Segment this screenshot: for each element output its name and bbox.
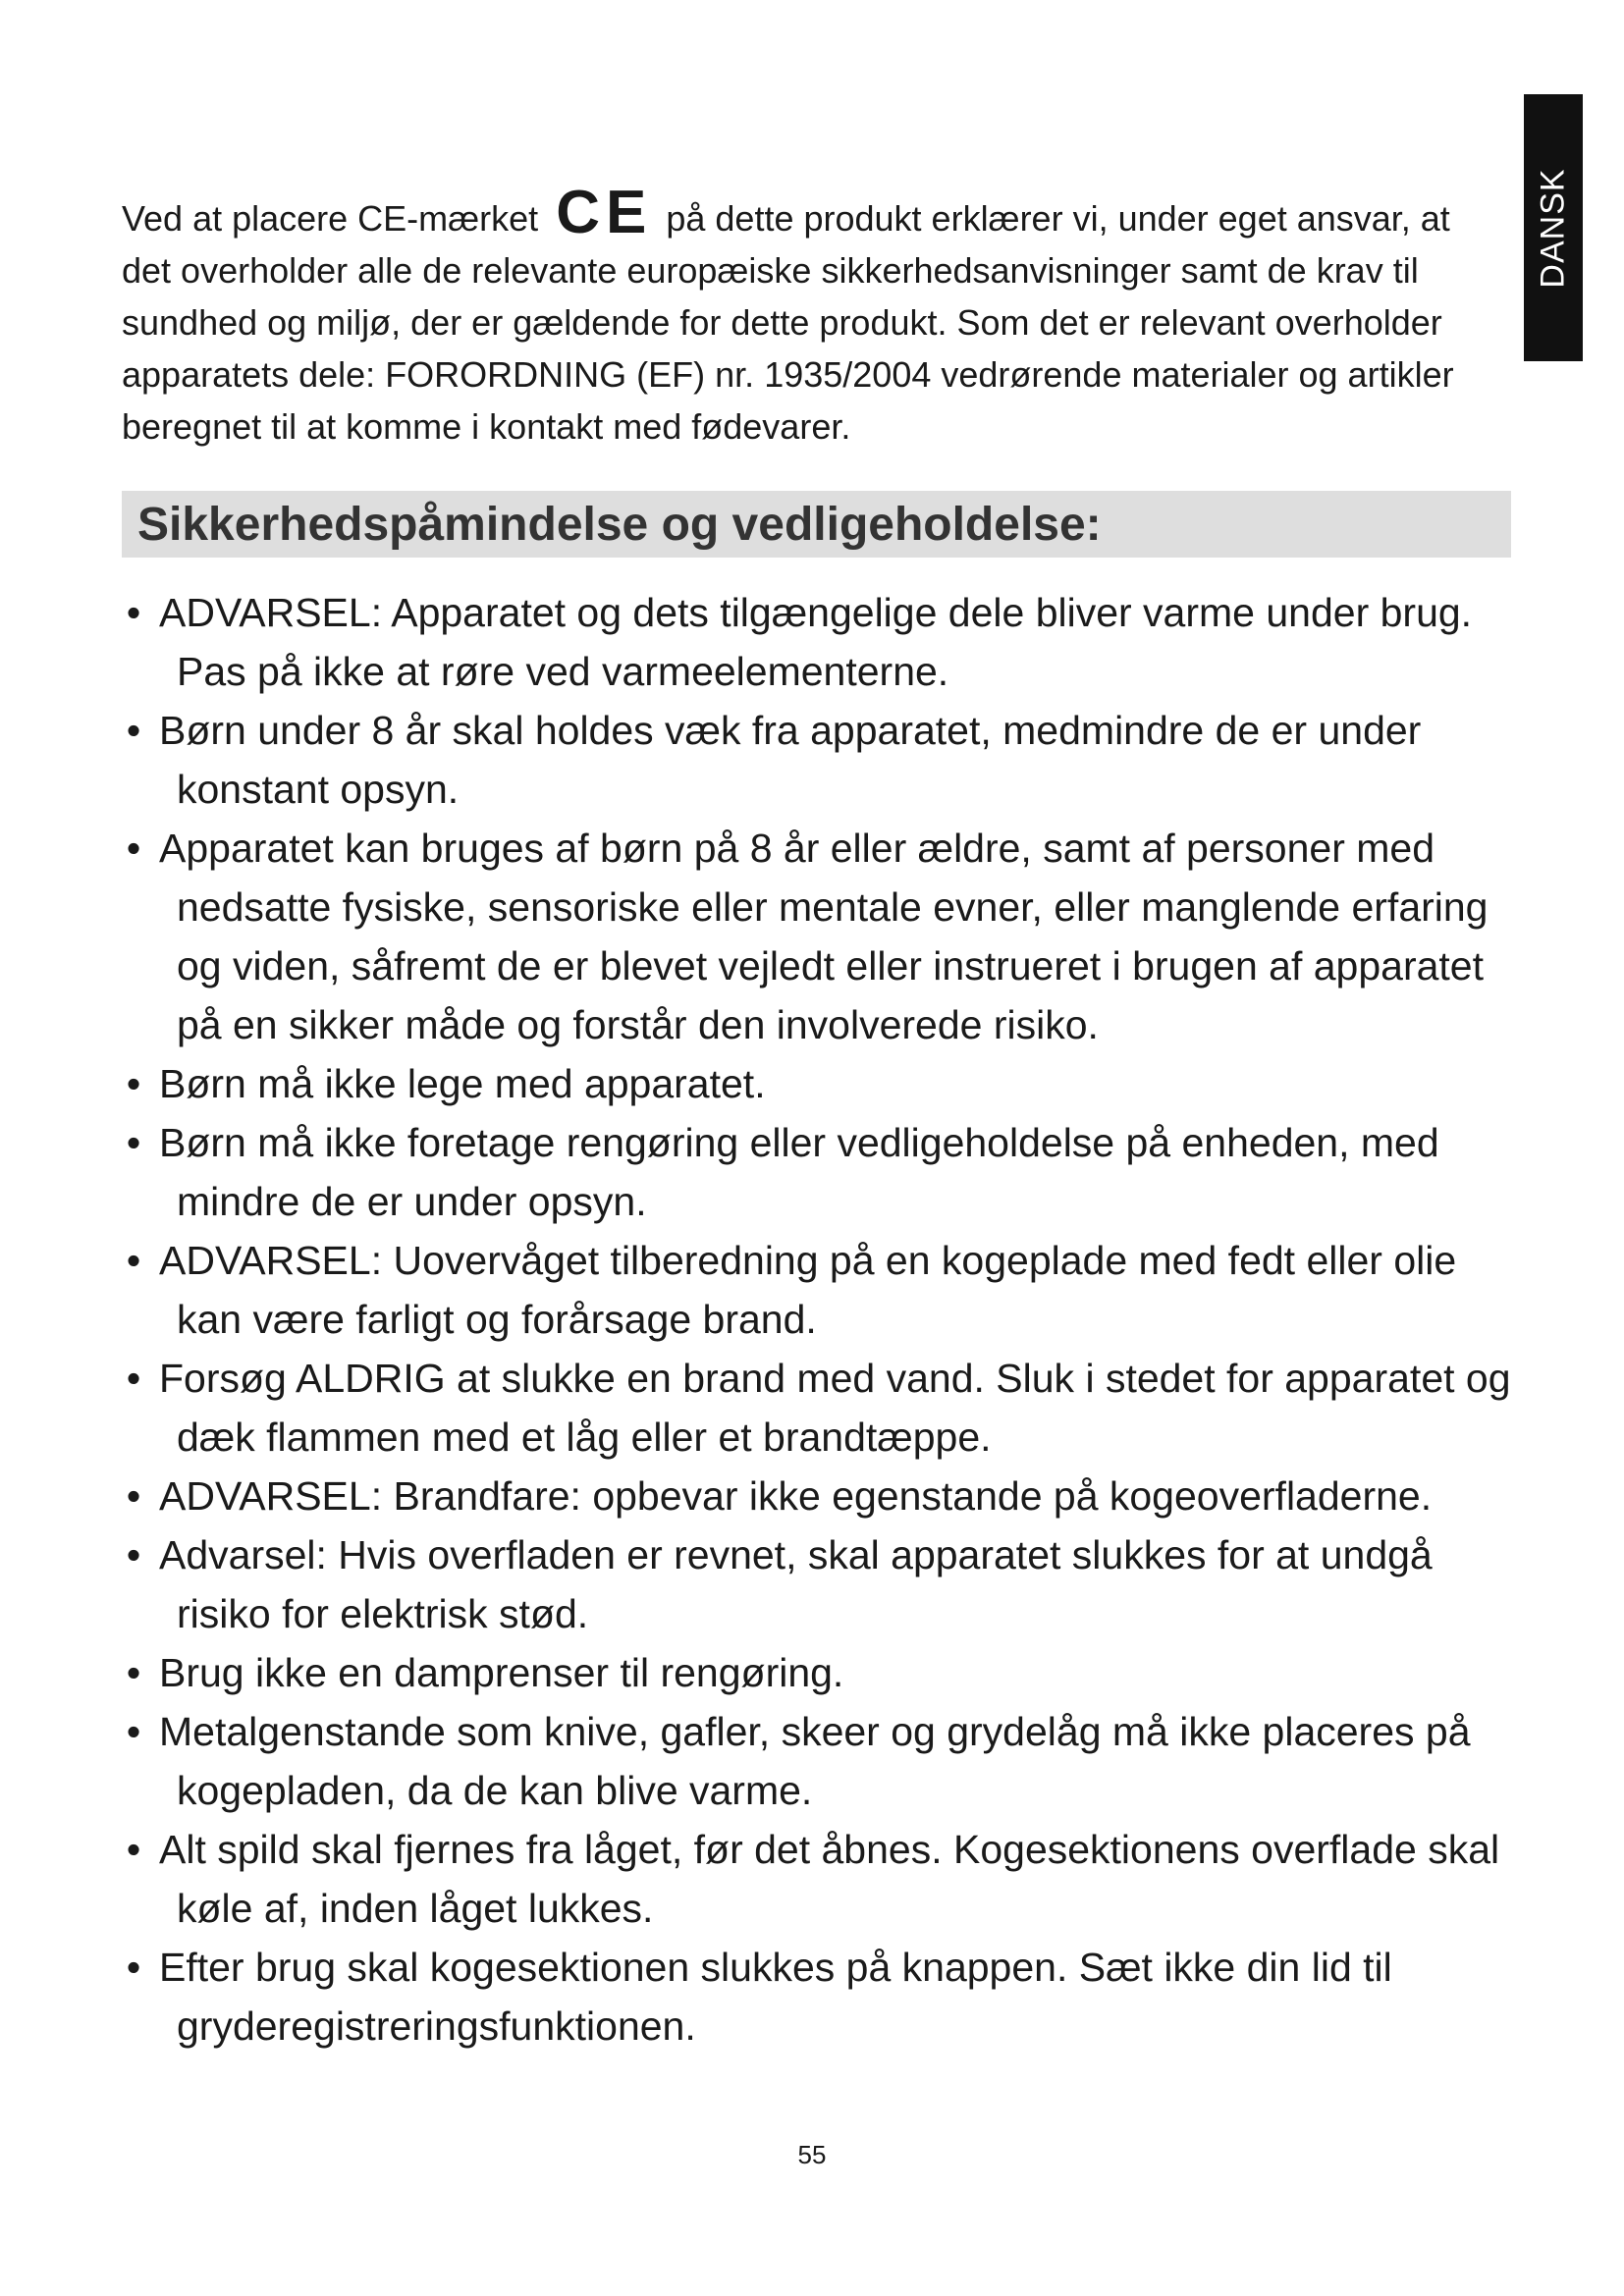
bullet-icon: •: [126, 708, 141, 753]
list-item: [122, 1820, 1516, 1938]
list-item: [122, 1349, 1516, 1467]
list-item-text: Børn må ikke lege med apparatet.: [159, 1061, 766, 1106]
list-item: [122, 1113, 1516, 1231]
intro-text-rest: på dette produkt erklærer vi, under eget ansvar, at det overholder alle de relevante europæiske sikkerhedsanvisninger samt de krav til sundhed og miljø, der er gældende for dette produkt. Som det er relevant overholder apparatets dele: FORORDNING (EF) nr. 1935/2004 vedrørende materialer og artikler beregnet til at komme i kontakt med fødevarer.: [122, 198, 1454, 447]
bullet-icon: •: [126, 1120, 141, 1165]
bullet-icon: •: [126, 1061, 141, 1106]
intro-text-start: Ved at placere CE-mærket: [122, 198, 539, 239]
list-item-text: Apparatet kan bruges af børn på 8 år eller ældre, samt af personer med nedsatte fysiske, sensoriske eller mentale evner, eller manglende erfaring og viden, såfremt de er blevet vejledt eller instrueret i brugen af apparatet på en sikker måde og forstår den involverede risiko.: [159, 826, 1489, 1047]
list-item-text: Forsøg ALDRIG at slukke en brand med vand. Sluk i stedet for apparatet og dæk flammen med et låg eller et brandtæppe.: [159, 1356, 1511, 1460]
list-item: [122, 819, 1516, 1054]
page-number: 55: [797, 2140, 827, 2169]
bullet-icon: •: [126, 1945, 141, 1990]
list-item-text: Alt spild skal fjernes fra låget, før det åbnes. Kogesektionens overflade skal køle af, inden låget lukkes.: [159, 1827, 1500, 1931]
bullet-icon: •: [126, 1356, 141, 1401]
list-item: [122, 1938, 1516, 2056]
list-item: [122, 1231, 1516, 1349]
bullet-icon: •: [126, 826, 141, 871]
bullet-icon: •: [126, 590, 141, 635]
list-item: [122, 1467, 1516, 1525]
list-item-text: ADVARSEL: Apparatet og dets tilgængelige dele bliver varme under brug. Pas på ikke at røre ved varmeelementerne.: [159, 590, 1473, 694]
section-title: Sikkerhedspåmindelse og vedligeholdelse:: [137, 498, 1102, 551]
language-tab: [1524, 94, 1583, 361]
bullet-icon: •: [126, 1650, 141, 1695]
bullet-icon: •: [126, 1473, 141, 1519]
list-item-text: Børn under 8 år skal holdes væk fra apparatet, medmindre de er under konstant opsyn.: [159, 708, 1422, 812]
bullet-icon: •: [126, 1827, 141, 1872]
list-item: [122, 701, 1516, 819]
list-item-text: Metalgenstande som knive, gafler, skeer og grydelåg må ikke placeres på kogepladen, da de kan blive varme.: [159, 1709, 1471, 1813]
list-item: [122, 1525, 1516, 1643]
bullet-icon: •: [126, 1709, 141, 1754]
intro-paragraph: [122, 179, 1506, 453]
list-item-text: ADVARSEL: Uovervåget tilberedning på en kogeplade med fedt eller olie kan være farligt og forårsage brand.: [159, 1238, 1457, 1342]
list-item-text: Efter brug skal kogesektionen slukkes på knappen. Sæt ikke din lid til gryderegistreringsfunktionen.: [159, 1945, 1392, 2049]
list-item-text: Brug ikke en damprenser til rengøring.: [159, 1650, 844, 1695]
list-item: [122, 1702, 1516, 1820]
safety-list: [122, 583, 1516, 2056]
list-item: [122, 1054, 1516, 1113]
bullet-icon: •: [126, 1532, 141, 1577]
language-tab-label: DANSK: [1534, 167, 1572, 289]
list-item: [122, 583, 1516, 701]
list-item-text: Børn må ikke foretage rengøring eller vedligeholdelse på enheden, med mindre de er under opsyn.: [159, 1120, 1439, 1224]
bullet-icon: •: [126, 1238, 141, 1283]
list-item-text: ADVARSEL: Brandfare: opbevar ikke egenstande på kogeoverfladerne.: [159, 1473, 1433, 1519]
list-item: [122, 1643, 1516, 1702]
ce-mark-icon: CE: [556, 179, 653, 246]
list-item-text: Advarsel: Hvis overfladen er revnet, skal apparatet slukkes for at undgå risiko for elektrisk stød.: [159, 1532, 1433, 1636]
section-heading-bar: [122, 491, 1511, 558]
